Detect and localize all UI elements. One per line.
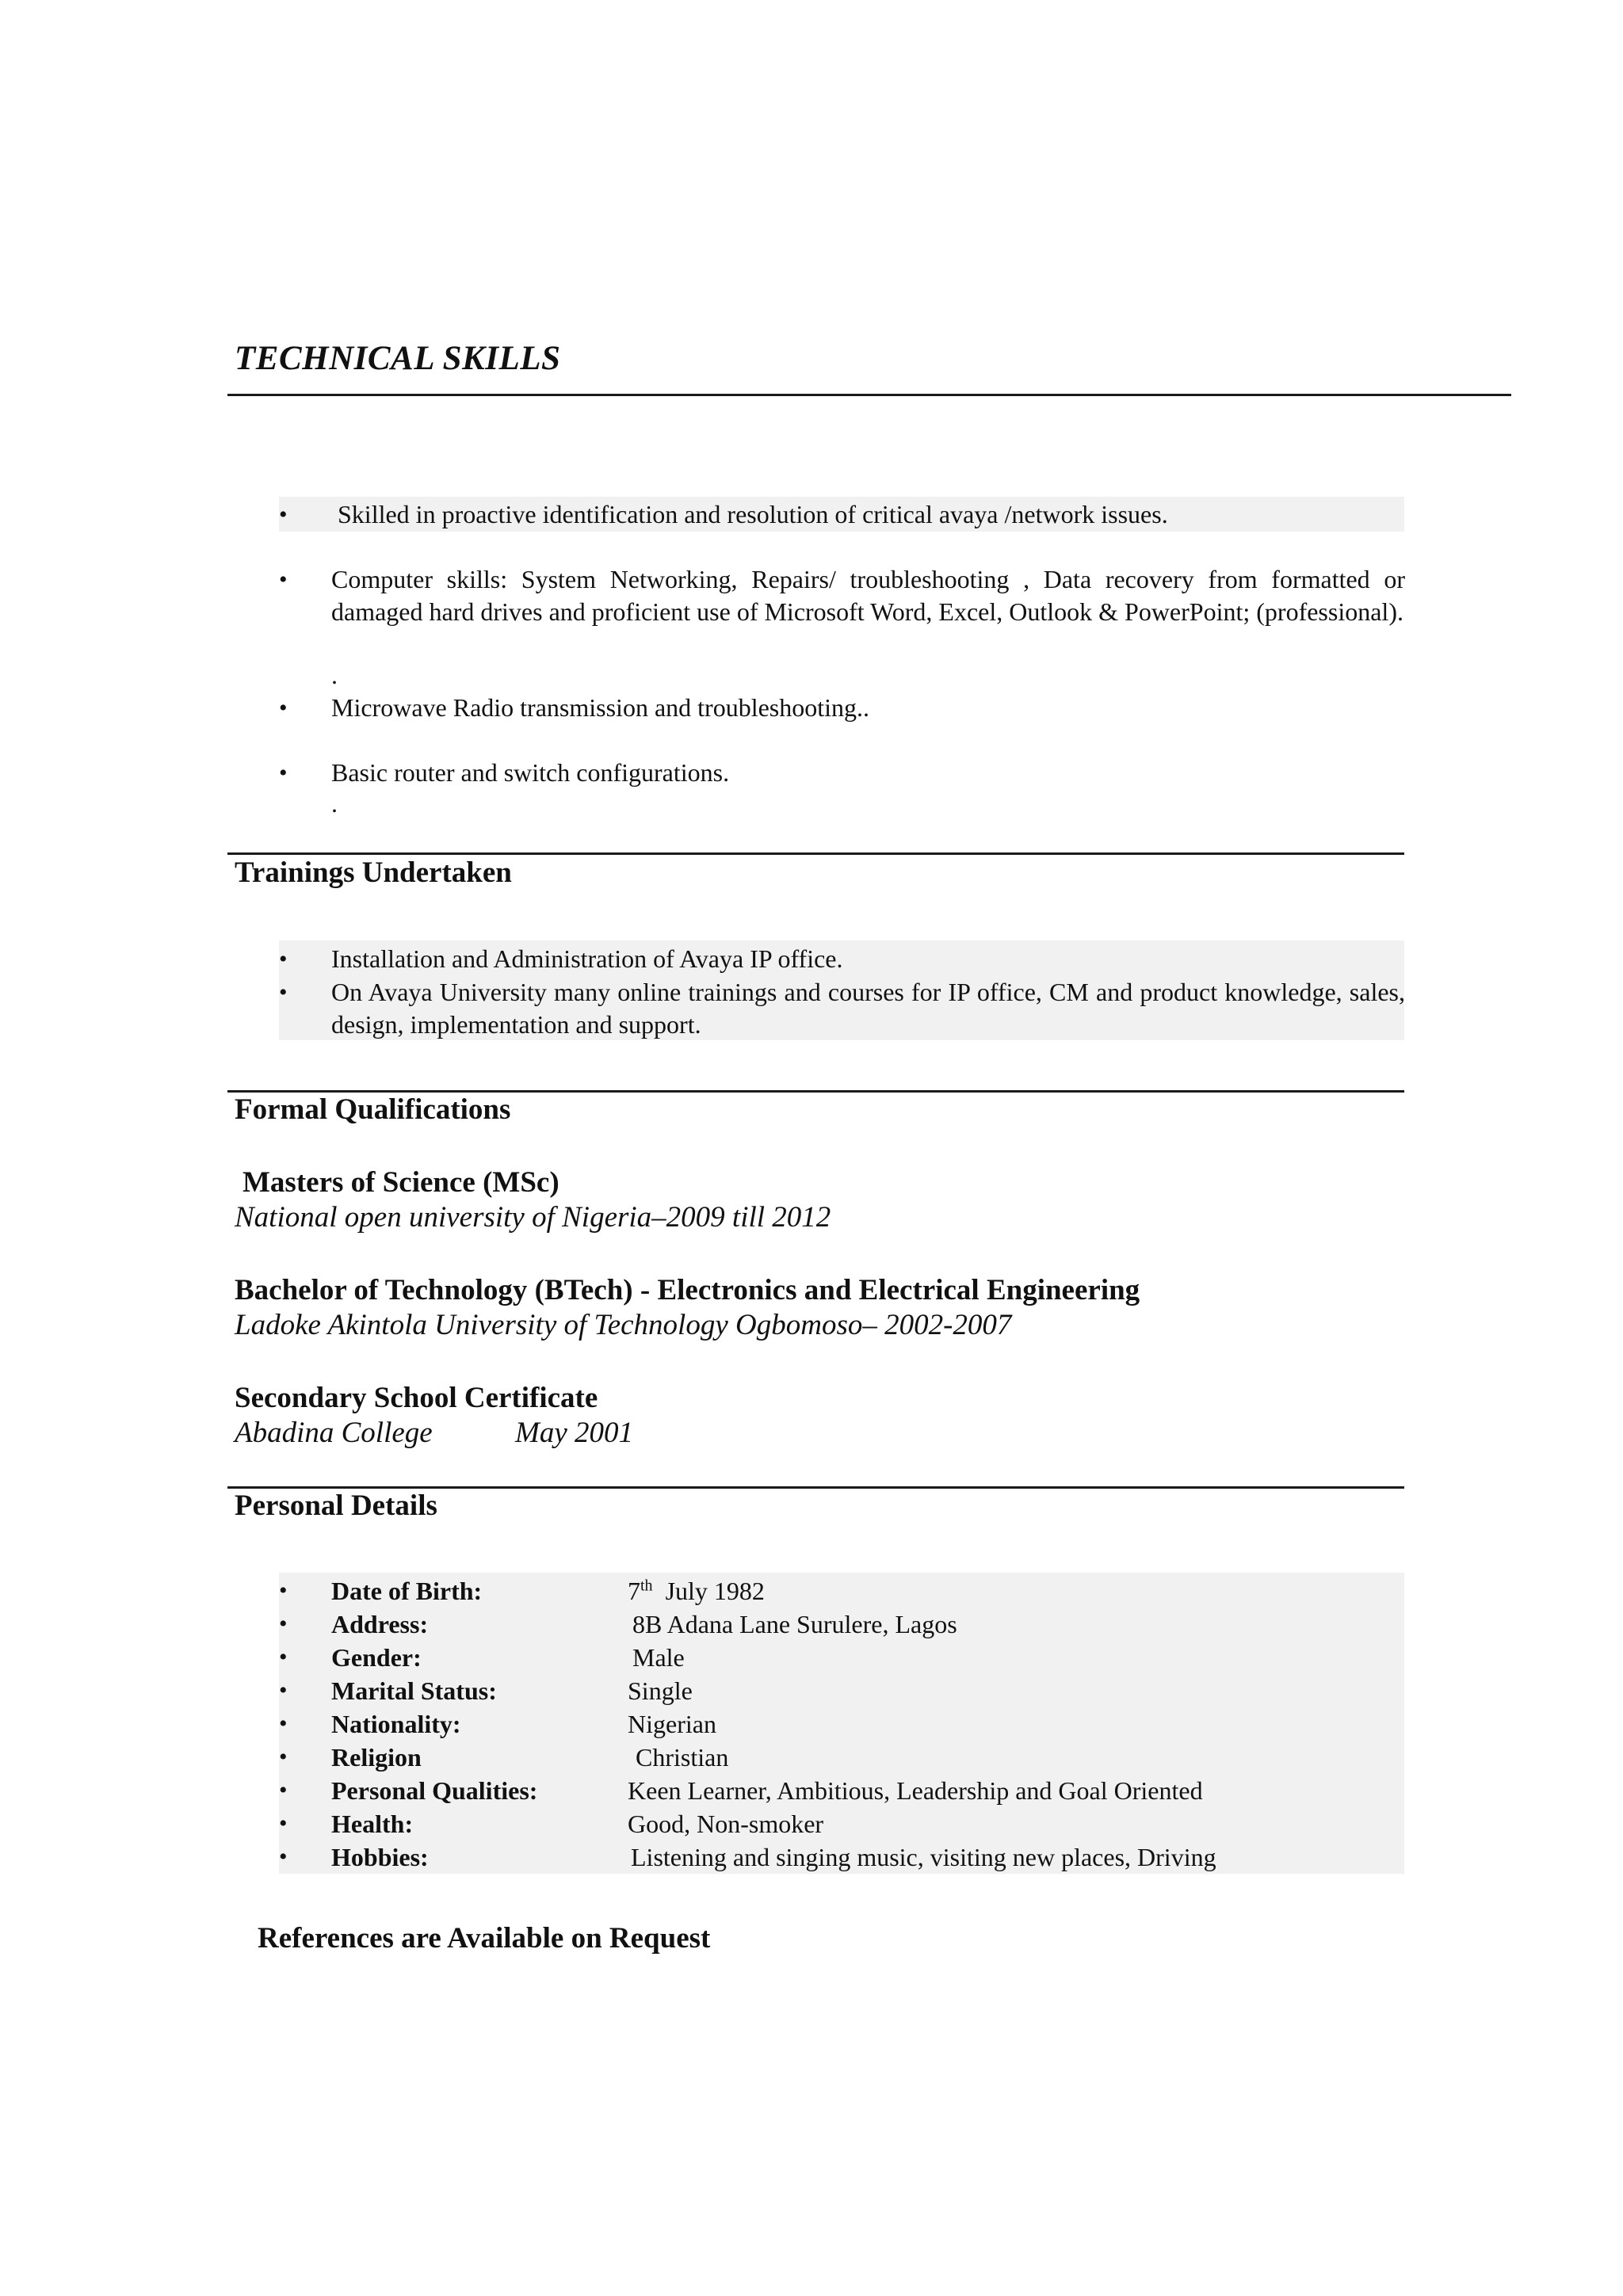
skill-text: Microwave Radio transmission and troubleshooting..	[331, 693, 870, 722]
personal-label: Religion	[331, 1743, 422, 1772]
bullet-icon: •	[279, 760, 288, 786]
dob-suffix: th	[640, 1577, 653, 1595]
bullet-icon: •	[279, 1677, 288, 1703]
section-heading-qualifications: Formal Qualifications	[235, 1093, 511, 1126]
section-heading-trainings: Trainings Undertaken	[235, 856, 512, 889]
personal-row	[279, 1840, 1404, 1874]
personal-value: Listening and singing music, visiting new places, Driving	[631, 1843, 1216, 1871]
personal-row	[279, 1707, 1404, 1741]
title-divider	[227, 394, 1511, 396]
qualification-title: Masters of Science (MSc)	[242, 1166, 559, 1199]
personal-label: Address:	[331, 1610, 429, 1638]
page-title: TECHNICAL SKILLS	[235, 340, 561, 377]
bullet-icon: •	[279, 502, 288, 528]
qualification-date: May 2001	[515, 1417, 633, 1449]
personal-label: Health:	[331, 1810, 414, 1838]
personal-row	[279, 1807, 1404, 1840]
bullet-icon: •	[279, 1844, 288, 1870]
personal-value: 8B Adana Lane Surulere, Lagos	[632, 1610, 957, 1638]
personal-label: Nationality:	[331, 1710, 461, 1738]
qualification-detail: Ladoke Akintola University of Technology Ogbomoso– 2002-2007	[235, 1309, 1012, 1341]
bullet-icon: •	[279, 1810, 288, 1836]
bullet-icon: •	[279, 1744, 288, 1770]
bullet-icon: •	[279, 1711, 288, 1737]
personal-value	[628, 1574, 765, 1608]
stray-dot: .	[331, 661, 338, 689]
personal-label: Date of Birth:	[331, 1577, 483, 1605]
personal-row	[279, 1741, 1404, 1774]
personal-label: Marital Status:	[331, 1676, 497, 1705]
qualification-title: Secondary School Certificate	[235, 1382, 598, 1414]
personal-value: Good, Non-smoker	[628, 1810, 824, 1838]
qualification-detail: Abadina College	[235, 1417, 433, 1449]
personal-value: Christian	[636, 1743, 729, 1772]
skill-text: Basic router and switch configurations.	[331, 758, 730, 787]
personal-row	[279, 1774, 1404, 1807]
personal-row	[279, 1641, 1404, 1674]
section-heading-personal: Personal Details	[235, 1489, 437, 1522]
personal-row	[279, 1608, 1404, 1641]
section-divider	[227, 852, 1404, 855]
training-text: On Avaya University many online trainings and courses for IP office, CM and product knowledge, sales, design, implementation and support.	[331, 978, 1405, 1039]
bullet-icon: •	[279, 946, 288, 972]
bullet-icon: •	[279, 1611, 288, 1637]
training-text: Installation and Administration of Avaya IP office.	[331, 944, 843, 973]
bullet-icon: •	[279, 979, 288, 1005]
personal-value: Single	[628, 1676, 693, 1705]
bullet-icon: •	[279, 695, 288, 721]
dob-rest: July 1982	[665, 1577, 765, 1605]
personal-label: Gender:	[331, 1643, 422, 1672]
personal-value: Nigerian	[628, 1710, 716, 1738]
personal-label: Hobbies:	[331, 1843, 429, 1871]
personal-label: Personal Qualities:	[331, 1776, 538, 1805]
personal-row-dob	[279, 1574, 1404, 1608]
bullet-icon: •	[279, 1577, 288, 1604]
qualification-detail: National open university of Nigeria–2009 till 2012	[235, 1201, 831, 1234]
references-note: References are Available on Request	[258, 1922, 711, 1955]
skill-text: Skilled in proactive identification and resolution of critical avaya /network issues.	[338, 500, 1168, 528]
bullet-icon: •	[279, 566, 288, 593]
skill-text: Computer skills: System Networking, Repairs/ troubleshooting , Data recovery from formatted or damaged hard drives and proficient use of Microsoft Word, Excel, Outlook & PowerPoint; (professional).	[331, 565, 1405, 626]
bullet-icon: •	[279, 1777, 288, 1803]
dob-day: 7	[628, 1577, 640, 1605]
stray-dot: .	[331, 789, 338, 818]
personal-row	[279, 1674, 1404, 1707]
personal-value: Male	[632, 1643, 685, 1672]
bullet-icon: •	[279, 1644, 288, 1670]
personal-value: Keen Learner, Ambitious, Leadership and Goal Oriented	[628, 1776, 1203, 1805]
qualification-title: Bachelor of Technology (BTech) - Electronics and Electrical Engineering	[235, 1274, 1140, 1306]
